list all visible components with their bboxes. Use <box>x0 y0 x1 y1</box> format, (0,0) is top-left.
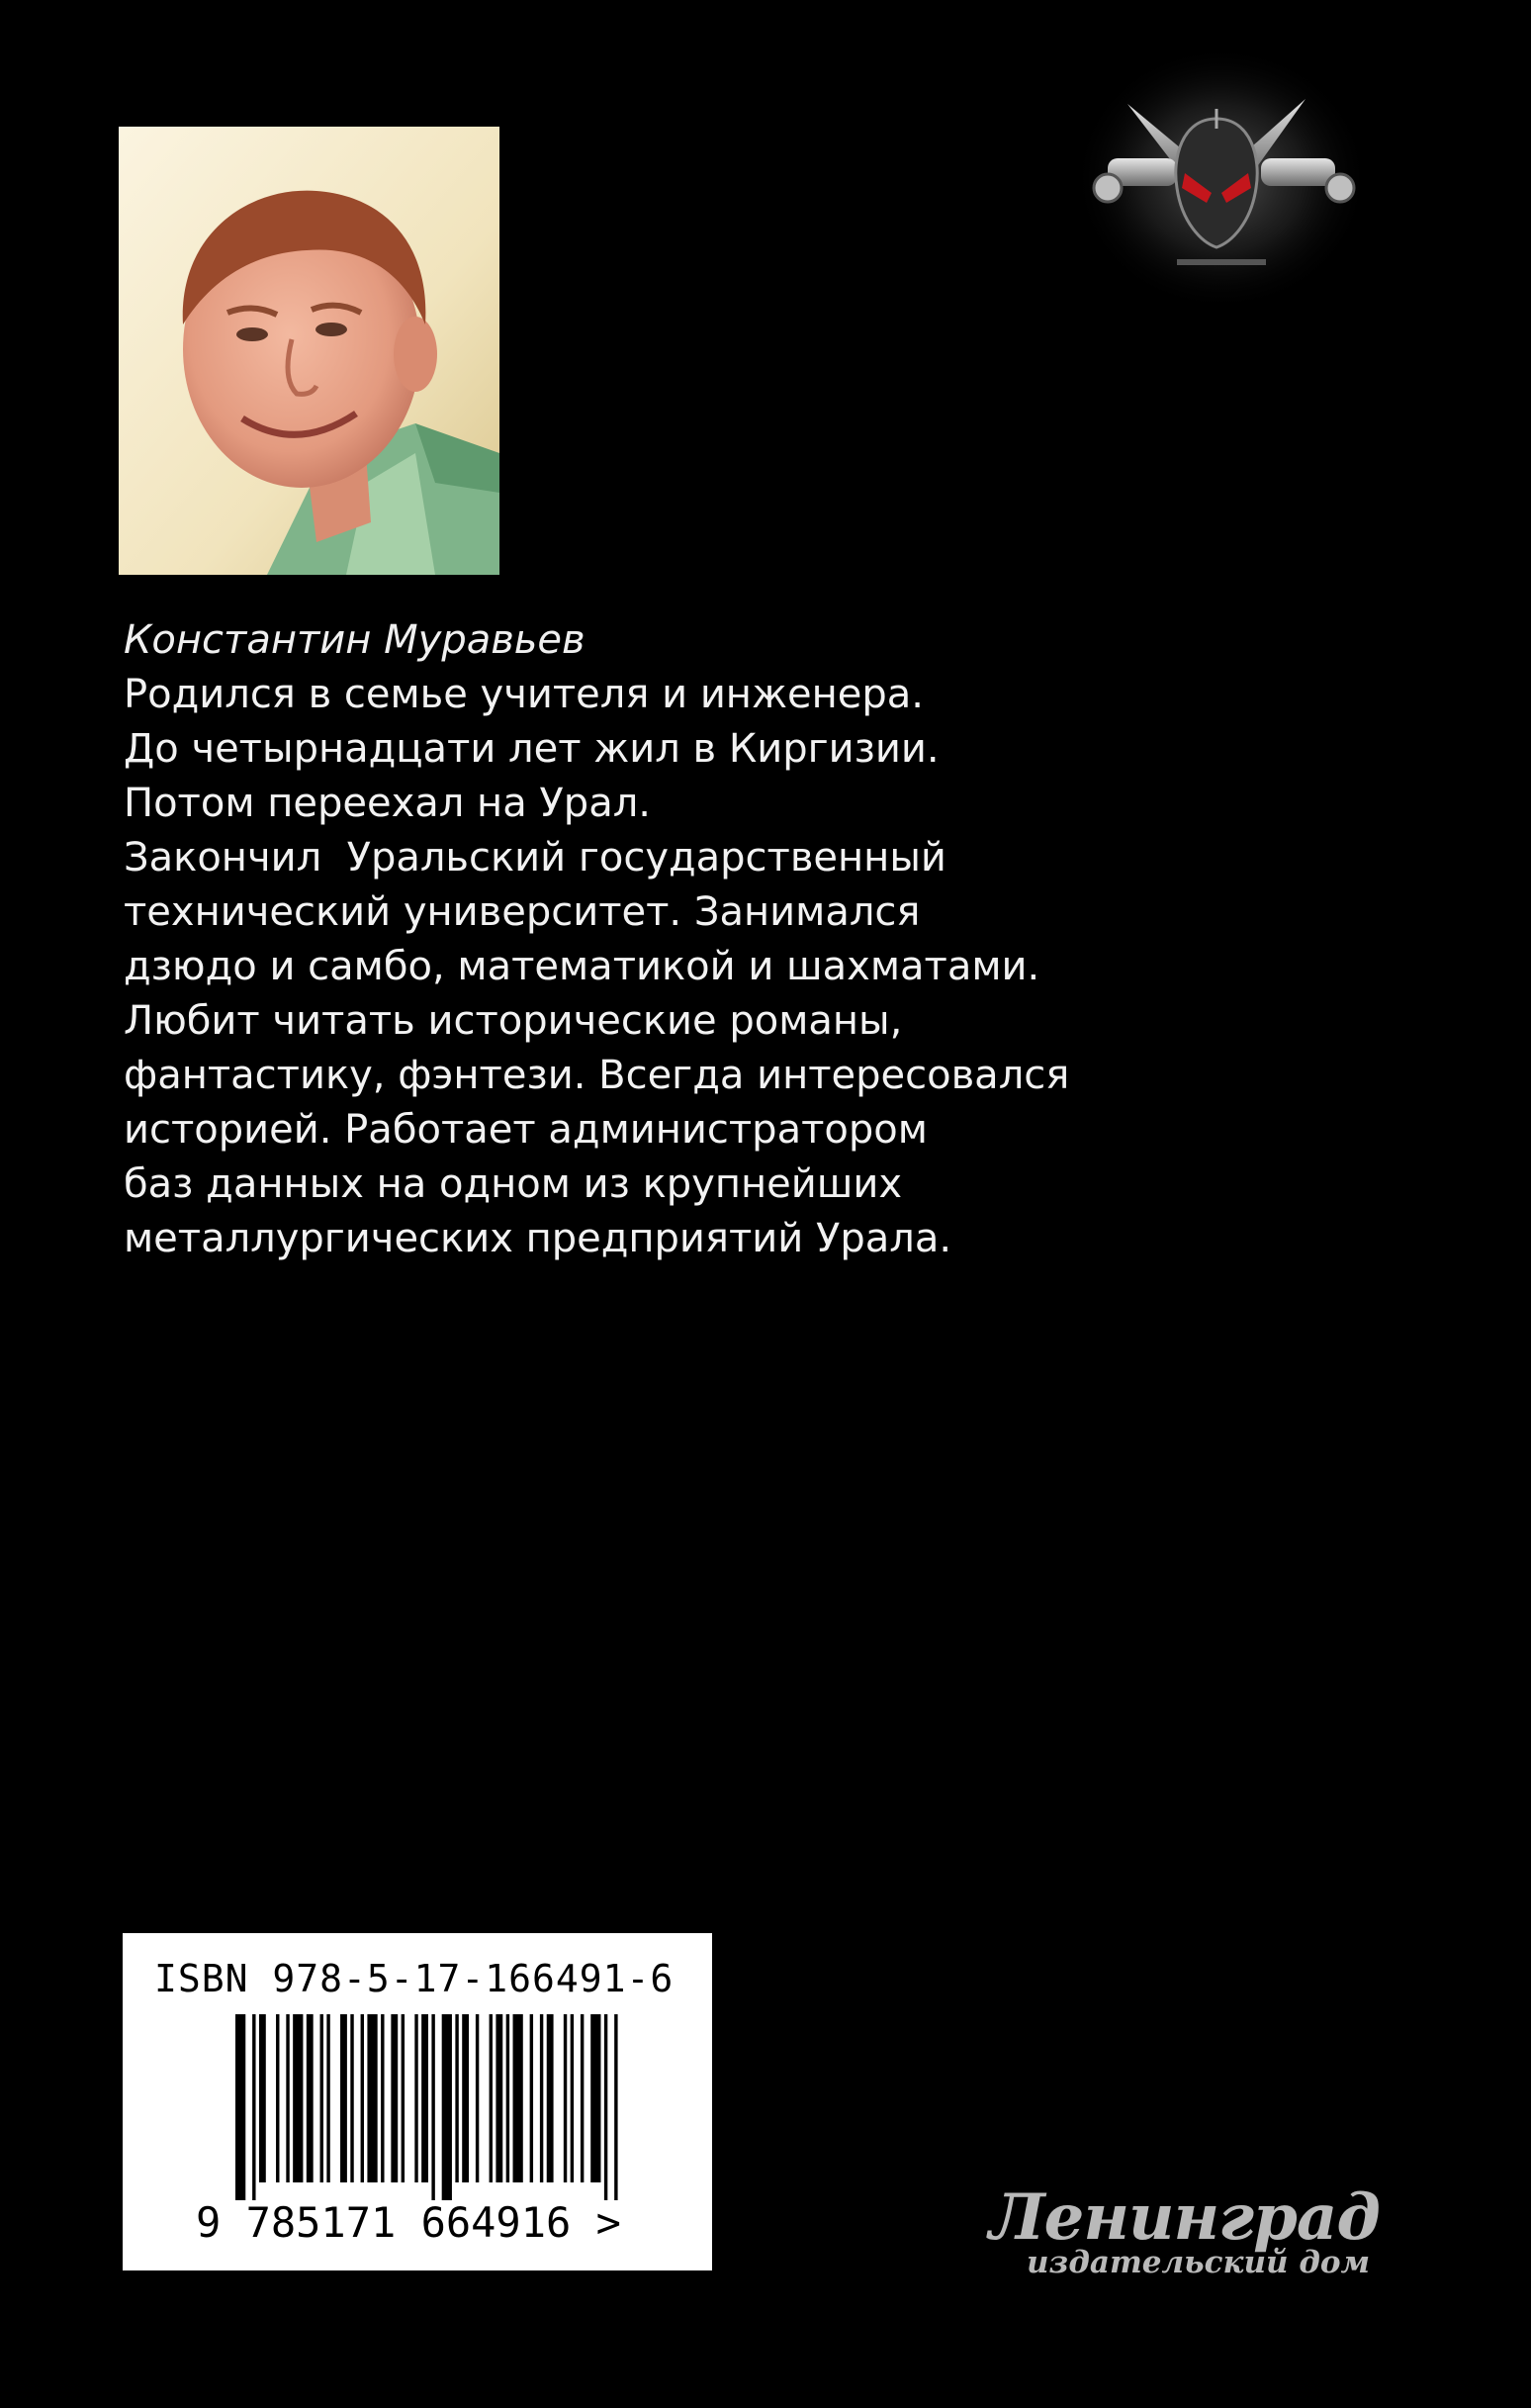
barcode-bar <box>259 2014 266 2182</box>
author-bio <box>124 613 1310 1266</box>
barcode-bar <box>581 2014 584 2182</box>
bio-line: До четырнадцати лет жил в Киргизии. <box>124 726 940 772</box>
barcode-bar <box>350 2014 353 2182</box>
publisher-name: Ленинград <box>989 2180 1380 2255</box>
barcode-bar <box>276 2014 279 2182</box>
barcode-bar <box>320 2014 323 2182</box>
isbn-barcode-block <box>123 1933 712 2270</box>
barcode-bar <box>540 2014 543 2182</box>
publisher-subtitle: издательский дом <box>1027 2245 1371 2280</box>
bio-line: баз данных на одном из крупнейших <box>124 1161 903 1207</box>
barcode-bar <box>293 2014 303 2182</box>
isbn-number: ISBN 978-5-17-166491-6 <box>154 1957 675 2000</box>
barcode-bar <box>402 2014 405 2182</box>
barcode-bar <box>462 2014 469 2182</box>
bio-line: металлургических предприятий Урала. <box>124 1216 952 1261</box>
barcode-bar <box>235 2014 245 2200</box>
barcode-bar <box>442 2014 452 2200</box>
barcode-bar <box>590 2014 600 2182</box>
bio-line: фантастику, фэнтези. Всегда интересовался <box>124 1053 1070 1098</box>
barcode-bar <box>513 2014 523 2182</box>
barcode-bar <box>547 2014 554 2182</box>
barcode-bar <box>455 2014 458 2182</box>
ean-digits: 9 785171 664916 > <box>196 2198 621 2247</box>
author-photo <box>119 127 499 575</box>
barcode-bar <box>530 2014 533 2182</box>
barcode-bar <box>495 2014 502 2182</box>
barcode-bar <box>431 2014 434 2200</box>
barcode-bar <box>286 2014 289 2182</box>
barcode-bar <box>506 2014 509 2182</box>
barcode-bar <box>614 2014 617 2200</box>
barcode-image <box>235 2014 621 2200</box>
barcode-bar <box>326 2014 329 2182</box>
bio-line: Родился в семье учителя и инженера. <box>124 672 924 717</box>
bio-line: Любит читать исторические романы, <box>124 998 903 1044</box>
author-name: Константин Муравьев <box>124 617 585 663</box>
barcode-bar <box>340 2014 347 2182</box>
barcode-bar <box>307 2014 314 2182</box>
barcode-bar <box>391 2014 398 2182</box>
barcode-bar <box>252 2014 255 2200</box>
bio-line: дзюдо и самбо, математикой и шахматами. <box>124 944 1040 989</box>
barcode-bar <box>564 2014 567 2182</box>
barcode-bar <box>604 2014 607 2200</box>
barcode-bar <box>476 2014 479 2182</box>
barcode-bar <box>381 2014 384 2182</box>
barcode-bar <box>490 2014 493 2182</box>
barcode-bar <box>361 2014 364 2182</box>
series-emblem <box>1068 49 1365 326</box>
barcode-bar <box>367 2014 377 2182</box>
publisher-logo <box>989 2180 1380 2295</box>
bio-line: технический университет. Занимался <box>124 889 921 935</box>
bio-line: историей. Работает администратором <box>124 1107 928 1153</box>
barcode-bar <box>414 2014 417 2182</box>
bio-line: Потом переехал на Урал. <box>124 781 651 826</box>
barcode-bar <box>571 2014 574 2182</box>
barcode-bar <box>421 2014 428 2182</box>
bio-line: Закончил Уральский государственный <box>124 835 946 880</box>
